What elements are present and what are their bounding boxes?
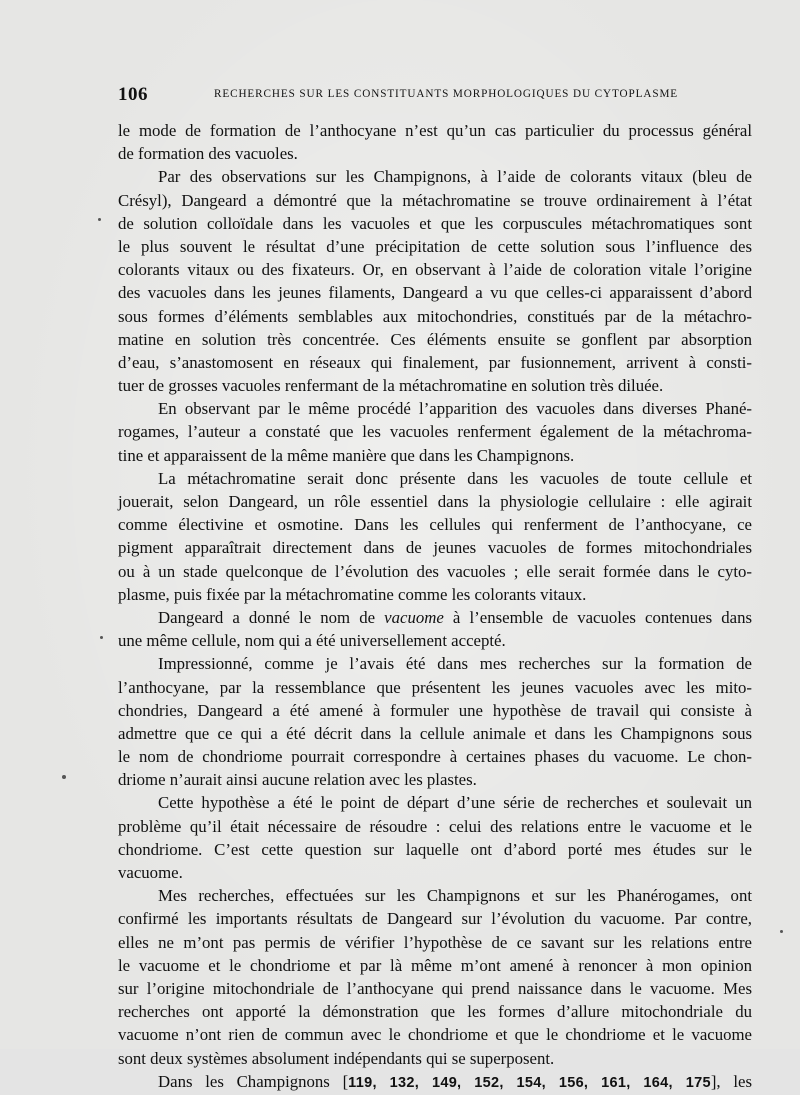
text-line: comme électivine et osmotine. Dans les cellules qui renferment de l’anthocyane, ce [118,515,752,535]
speck [62,775,66,779]
text-line: des vacuoles dans les jeunes filaments, Dangeard a vu que celles-ci apparaissent d’abord [118,283,752,303]
text-line: le plus souvent le résultat d’une précipitation de cette solution sous l’influence des [118,236,752,256]
text-line: confirmé les importants résultats de Dangeard sur l’évolution du vacuome. Par contre, [118,909,752,929]
text-line: pigment apparaîtrait directement dans de jeunes vacuoles de formes mitochondriales [118,538,752,558]
text-line: elles ne m’ont pas permis de vérifier l’hypothèse de ce savant sur les relations entre [118,932,752,952]
text-line: admettre que ce qui a été décrit dans la cellule animale et dans les Champignons sous [118,723,752,743]
text-line: le mode de formation de l’anthocyane n’est qu’un cas particulier du processus général [118,121,752,140]
text-line: sur l’origine mitochondriale de l’anthocyane qui prend naissance dans le vacuome. Mes [118,978,752,998]
text-line: Dangeard a donné le nom de vacuome à l’ensemble de vacuoles contenues dans [158,607,752,627]
text-line: driome n’aurait ainsi aucune relation avec les plastes. [118,770,477,790]
text-line: de formation des vacuoles. [118,144,298,164]
text-line: jouerait, selon Dangeard, un rôle essentiel dans la physiologie cellulaire : elle agirait [118,492,752,511]
text-line: tuer de grosses vacuoles renfermant de la métachromatine en solution très diluée. [118,376,664,396]
text-line: Impressionné, comme je l’avais été dans mes recherches sur la formation de [158,654,752,674]
citation-trail-text: ], les [710,1071,752,1091]
text-line-citations [118,1070,752,1093]
text-line: rogames, l’auteur a constaté que les vacuoles renferment également de la métachroma- [118,422,752,442]
text-line: chondriome. C’est cette question sur laquelle ont d’abord porté mes études sur le [118,839,752,859]
text-line: chondries, Dangeard a été amené à formuler une hypothèse de travail qui consiste à [118,700,752,720]
running-title: RECHERCHES SUR LES CONSTITUANTS MORPHOLOGIQUES DU CYTOPLASME [214,88,679,100]
body-text [118,119,752,1093]
text-line: d’eau, s’anastomosent en réseaux qui finalement, par fusionnement, arrivent à consti- [118,352,752,372]
text-line: sont deux systèmes absolument indépendants qui se superposent. [118,1048,555,1068]
text-line: l’anthocyane, par la ressemblance que présentent les jeunes vacuoles avec les mito- [118,677,752,697]
text-line: Crésyl), Dangeard a démontré que la métachromatine se trouve ordinairement à l’état [118,190,752,210]
text-line: Cette hypothèse a été le point de départ d’une série de recherches et soulevait un [158,793,752,813]
citation-references: 119, 132, 149, 152, 154, 156, 161, 164, 175 [348,1074,711,1091]
text-line: plasme, puis fixée par la métachromatine comme les colorants vitaux. [118,584,587,604]
speck [98,218,101,221]
text-line: sous formes d’éléments semblables aux mitochondries, constitués par de la métachro- [118,306,752,326]
text-line: une même cellule, nom qui a été universellement accepté. [118,631,506,651]
text-line: recherches ont apporté la démonstration que les formes d’allure mitochondriale du [118,1002,752,1022]
text-line: En observant par le même procédé l’apparition des vacuoles dans diverses Phané- [158,399,752,419]
page-number: 106 [118,84,148,105]
text-line: Par des observations sur les Champignons, à l’aide de colorants vitaux (bleu de [158,167,752,187]
page-header [118,84,678,106]
text-line: tine et apparaissent de la même manière que dans les Champignons. [118,445,575,465]
citation-lead-text: Dans les Champignons [ [158,1071,349,1091]
text-line: ou à un stade quelconque de l’évolution des vacuoles ; elle serait formée dans le cyto- [118,561,752,581]
term-vacuome: vacuome [384,607,444,627]
speck [780,930,783,933]
text-line: vacuome n’ont rien de commun avec le chondriome et que le chondriome et le vacuome [118,1025,752,1045]
text-line: La métachromatine serait donc présente dans les vacuoles de toute cellule et [158,468,752,488]
text-line: colorants vitaux ou des fixateurs. Or, en observant à l’aide de coloration vitale l’origine [118,260,752,280]
text-line: Mes recherches, effectuées sur les Champignons et sur les Phanérogames, ont [158,886,752,906]
text-line: de solution colloïdale dans les vacuoles et que les corpuscules métachromatiques sont [118,213,752,233]
text-line: matine en solution très concentrée. Ces éléments ensuite se gonflent par absorption [118,329,752,349]
text-line: le nom de chondriome pourrait correspondre à certaines phases du vacuome. Le chon- [118,747,752,767]
text-line: problème qu’il était nécessaire de résoudre : celui des relations entre le vacuome et le [118,816,752,836]
speck [100,636,103,639]
text-line: vacuome. [118,863,183,882]
text-line: le vacuome et le chondriome et par là même m’ont amené à renoncer à mon opinion [118,955,752,975]
